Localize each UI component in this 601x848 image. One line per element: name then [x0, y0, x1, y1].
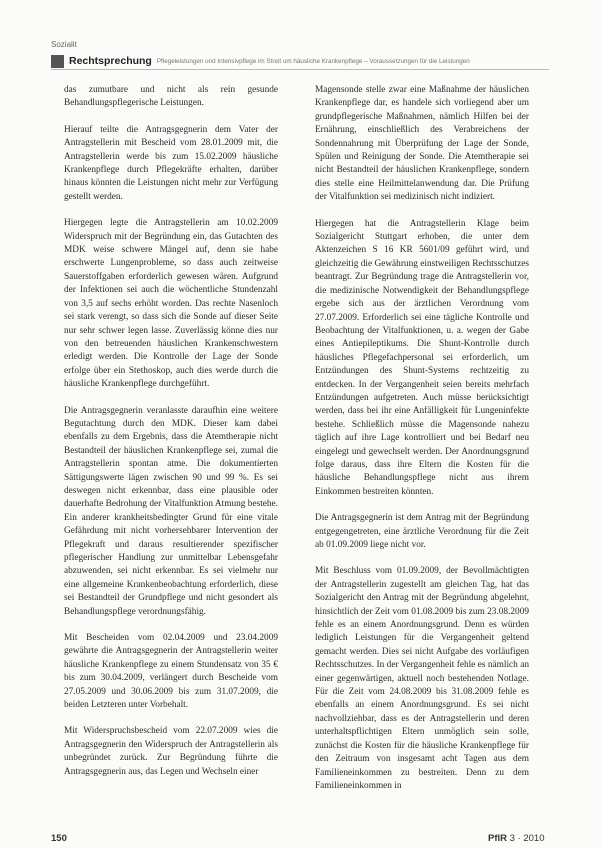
journal-reference [488, 833, 545, 844]
text-column-left [64, 84, 278, 792]
paragraph: Hiergegen hat die Antragstellerin Klage beim Sozialgericht Stuttgart erhoben, die unter dem Aktenzeichen S 16 KR 5601/09 geführt wird, und gleichzeitig die Gewährung einstweiligen Rechtsschutzes beantragt. Zur Begründung trage die Antragstellerin vor, die medizinische Notwendigkeit der Behandlungspflege ergebe sich aus der ärztlichen Verordnung vom 27.07.2009. Erforderlich sei eine tägliche Kontrolle und Beobachtung der Vitalfunktionen, u. a. wegen der Gabe eines Antiepileptikums. Die Shunt-Kontrolle durch häusliches Pflegefachpersonal sei erforderlich, um Entzündungen des Shunt-Systems rechtzeitig zu entdecken. In der Vergangenheit seien bereits mehrfach Entzündungen aufgetreten. Auch müsse berücksichtigt werden, dass bei ihr eine Anfälligkeit für Lungeninfekte bestehe. Schließlich müsse die Magensonde nahezu täglich auf ihre Lage kontrolliert und bei Bedarf neu eingelegt und gewechselt werden. Der Anordnungsgrund folge daraus, dass ihre Eltern die Kosten für die häusliche Behandlungspflege nicht aus ihrem Einkommen bestreiten könnten. [315, 218, 529, 497]
running-header-title: Rechtsprechung [69, 55, 152, 67]
paragraph: Hiergegen legte die Antragstellerin am 10.02.2009 Widerspruch mit der Begründung ein, das Gutachten des MDK weise schwere Mängel auf, denn sie habe erschwerte Lungenprobleme, so dass auch zeitweise Sauerstoffgaben erforderlich gewesen wären. Aufgrund der Infektionen sei auch die wöchentliche Stundenzahl von 3,5 auf sechs erhöht worden. Das rechte Nasenloch sei stark verengt, so dass sich die Sonde auf dieser Seite nur sehr schwer legen lasse. Zuverlässig könne dies nur von den betreuenden häuslichen Krankenschwestern erledigt werden. Die Kontrolle der Lage der Sonde erfolge über ein Stethoskop, auch dies werde durch die häusliche Krankenpflege durchgeführt. [64, 218, 278, 390]
paragraph: Die Antragsgegnerin veranlasste daraufhin eine weitere Begutachtung durch den MDK. Dieser kam dabei ebenfalls zu dem Ergebnis, dass die Atemtherapie nicht Bestandteil der häuslichen Krankenpflege sei, zumal die Antragstellerin spontan atme. Die dokumentierten Sättigungswerte lägen zwischen 90 und 99 %. Es sei deswegen nicht erkennbar, dass eine plausible oder dauerhafte Bedrohung der Vitalfunktion Atmung bestehe. Ein anderer krankheitsbedingter Grund für eine vitale Gefährdung mit nicht vorhersehbarer Intervention der Pflegekraft und daraus resultierender spezifischer pflegerischer Handlung zur unmittelbar Lebensgefahr abzuwenden, sei nicht erkennbar. Es sei vielmehr nur eine allgemeine Krankenbeobachtung erforderlich, diese sei Bestandteil der Grundpflege und nicht gesondert als Behandlungspflege verordnungsfähig. [64, 405, 278, 617]
paragraph: Mit Widerspruchsbescheid vom 22.07.2009 wies die Antragsgegnerin den Widerspruch der Antragstellerin als unbegründet zurück. Zur Begründung führte die Antragsgegnerin aus, das Legen und Wechseln einer [64, 726, 278, 777]
section-label: Sozialit [51, 40, 77, 49]
paragraph: Mit Bescheiden vom 02.04.2009 und 23.04.2009 gewährte die Antragsgegnerin der Antragstellerin weiter häusliche Krankenpflege zu einem Stundensatz von 35 € bis zum 30.04.2009, verlängert durch Bescheide vom 27.05.2009 und 30.06.2009 bis zum 31.07.2009, die beiden Letzteren unter Vorbehalt. [64, 633, 278, 711]
running-header [51, 53, 549, 70]
journal-name: PflR [488, 833, 507, 844]
paragraph: Mit Beschluss vom 01.09.2009, der Bevollmächtigten der Antragstellerin zugestellt am gleichen Tag, hat das Sozialgericht den Antrag mit der Begründung abgelehnt, hinsichtlich der Zeit vom 01.08.2009 bis zum 23.08.2009 fehle es an einem Anordnungsgrund. Denn es würden lediglich Leistungen für die Vergangenheit geltend gemacht werden. Dies sei nicht Aufgabe des vorläufigen Rechtsschutzes. In der Vergangenheit fehle es nämlich an einer gegenwärtigen, aktuell noch bestehenden Notlage. Für die Zeit vom 24.08.2009 bis 31.08.2009 fehle es ebenfalls an einem Anordnungsgrund. Es sei nicht nachvollziehbar, dass es der Antragstellerin und deren unterhaltspflichtigen Eltern unmöglich sein solle, zunächst die Kosten für die häusliche Krankenpflege für den Zeitraum von insgesamt acht Tagen aus dem Familieneinkommen zu bestreiten. Denn zu dem Familieneinkommen in [315, 566, 529, 791]
paragraph: Die Antragsgegnerin ist dem Antrag mit der Begründung entgegengetreten, eine ärztliche Verordnung für die Zeit ab 01.09.2009 liege nicht vor. [315, 513, 529, 550]
running-header-subtitle: Pflegeleistungen und Intensivpflege im Streit um häusliche Krankenpflege – Voraussetzungen für die Leistungen [156, 57, 470, 65]
page-number: 150 [51, 833, 67, 844]
paragraph: Magensonde stelle zwar eine Maßnahme der häuslichen Krankenpflege dar, es handele sich vorliegend aber um grundpflegerische Maßnahmen, nämlich Hilfen bei der Ernährung, einschließlich des Verabreichens der Sondennahrung mit Überprüfung der Lage der Sonde, Spülen und Reinigung der Sonde. Die Atemtherapie sei nicht Bestandteil der häuslichen Krankenpflege, sondern dies stelle eine Heilmittelanwendung dar. Die Prüfung der Vitalfunktion sei medizinisch nicht indiziert. [315, 85, 529, 203]
text-column-right [315, 84, 529, 806]
journal-issue: 3 · 2010 [509, 833, 545, 844]
paragraph: das zumutbare und nicht als rein gesunde Behandlungspflegerische Leistungen. [64, 85, 278, 109]
header-marker-square [51, 55, 64, 68]
paragraph: Hierauf teilte die Antragsgegnerin dem Vater der Antragstellerin mit Bescheid vom 28.01.2009 mit, die Antragstellerin werde bis zum 15.02.2009 häusliche Krankenpflege durch Pflegekräfte erhalten, darüber hinaus könnten die Leistungen nicht mehr zur Verfügung gestellt werden. [64, 124, 278, 202]
